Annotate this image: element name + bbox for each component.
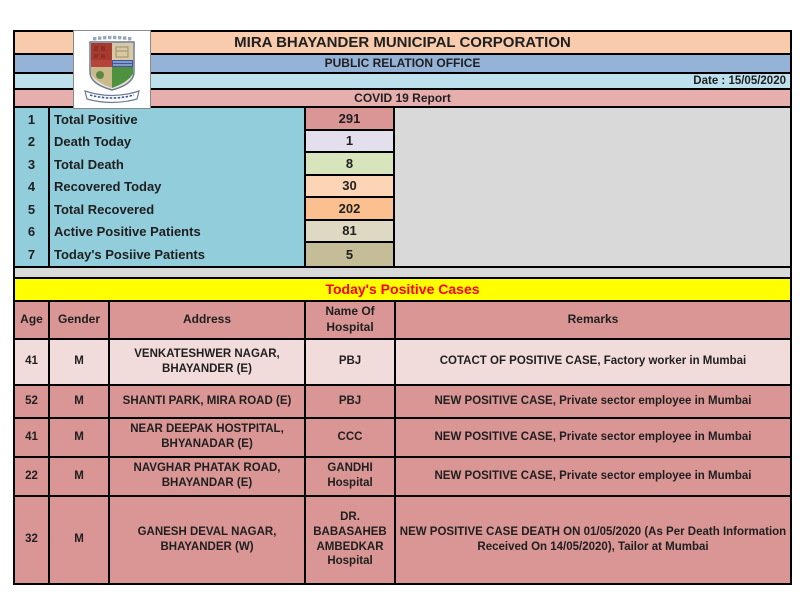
case-gender: M [50, 458, 110, 495]
stat-value-todays-positive: 5 [306, 243, 395, 266]
column-header-age: Age [15, 302, 50, 338]
case-remarks: COTACT OF POSITIVE CASE, Factory worker in Mumbai [396, 340, 790, 384]
case-gender: M [50, 340, 110, 384]
stat-label-death-today: Death Today [50, 131, 306, 154]
stat-value-total-recovered: 202 [306, 198, 395, 221]
case-age: 22 [15, 458, 50, 495]
table-row [15, 386, 790, 419]
corporation-logo [73, 30, 151, 109]
case-age: 52 [15, 386, 50, 417]
case-gender: M [50, 419, 110, 456]
column-header-remarks: Remarks [396, 302, 790, 338]
stat-label-total-positive: Total Positive [50, 108, 306, 131]
stat-label-todays-positive: Today's Posiive Patients [50, 243, 306, 266]
table-row [15, 497, 790, 583]
case-age: 41 [15, 340, 50, 384]
corporation-title-text: MIRA BHAYANDER MUNICIPAL CORPORATION [234, 33, 571, 51]
stat-label-active-positive: Active Positive Patients [50, 221, 306, 244]
report-sheet [13, 30, 792, 585]
table-row [15, 340, 790, 386]
column-header-hospital: Name Of Hospital [306, 302, 396, 338]
section-banner-text: Today's Positive Cases [325, 281, 480, 297]
stat-value-death-today: 1 [306, 131, 395, 154]
section-banner [15, 279, 790, 302]
report-title-text: COVID 19 Report [354, 90, 451, 105]
case-age: 32 [15, 497, 50, 583]
case-address: VENKATESHWER NAGAR, BHAYANDER (E) [110, 340, 306, 384]
summary-side-panel [395, 108, 790, 266]
stat-row-number: 1 [15, 108, 50, 131]
spacer-row [15, 268, 790, 279]
case-hospital: CCC [306, 419, 396, 456]
case-remarks: NEW POSITIVE CASE, Private sector employee in Mumbai [396, 419, 790, 456]
case-address: SHANTI PARK, MIRA ROAD (E) [110, 386, 306, 417]
stat-row-number: 4 [15, 176, 50, 199]
stat-row-number: 2 [15, 131, 50, 154]
stat-row-number: 7 [15, 243, 50, 266]
covid-summary-table [15, 108, 790, 268]
stat-value-recovered-today: 30 [306, 176, 395, 199]
case-address: GANESH DEVAL NAGAR, BHAYANDER (W) [110, 497, 306, 583]
case-hospital: PBJ [306, 340, 396, 384]
column-header-gender: Gender [50, 302, 110, 338]
positive-cases-table [15, 302, 790, 583]
case-remarks: NEW POSITIVE CASE, Private sector employee in Mumbai [396, 386, 790, 417]
stat-value-active-positive: 81 [306, 221, 395, 244]
report-date: Date : 15/05/2020 [693, 74, 786, 87]
stat-value-total-positive: 291 [306, 108, 395, 131]
case-gender: M [50, 386, 110, 417]
stat-value-total-death: 8 [306, 153, 395, 176]
table-row [15, 458, 790, 497]
case-hospital: DR. BABASAHEB AMBEDKAR Hospital [306, 497, 396, 583]
stat-row-number: 5 [15, 198, 50, 221]
case-gender: M [50, 497, 110, 583]
case-age: 41 [15, 419, 50, 456]
column-header-address: Address [110, 302, 306, 338]
stat-label-recovered-today: Recovered Today [50, 176, 306, 199]
stat-label-total-recovered: Total Recovered [50, 198, 306, 221]
stat-label-total-death: Total Death [50, 153, 306, 176]
table-row [15, 419, 790, 458]
municipal-emblem-icon [77, 34, 147, 106]
case-remarks: NEW POSITIVE CASE, Private sector employee in Mumbai [396, 458, 790, 495]
case-remarks: NEW POSITIVE CASE DEATH ON 01/05/2020 (As Per Death Information Received On 14/05/2020), Tailor at Mumbai [396, 497, 790, 583]
office-subtitle-text: PUBLIC RELATION OFFICE [324, 56, 481, 71]
case-address: NEAR DEEPAK HOSTPITAL, BHYANADAR (E) [110, 419, 306, 456]
table-header-row [15, 302, 790, 340]
case-address: NAVGHAR PHATAK ROAD, BHAYANDAR (E) [110, 458, 306, 495]
case-hospital: PBJ [306, 386, 396, 417]
stat-row-number: 3 [15, 153, 50, 176]
case-hospital: GANDHI Hospital [306, 458, 396, 495]
stat-row-number: 6 [15, 221, 50, 244]
